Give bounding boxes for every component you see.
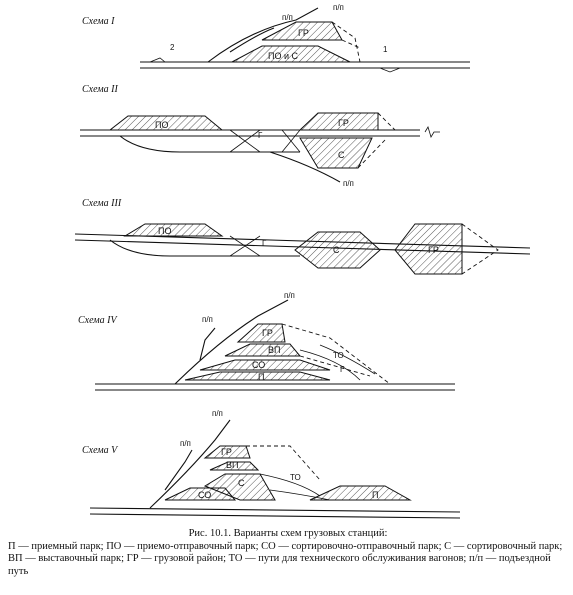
park-p [310,486,410,500]
park-s-label: С [238,478,245,488]
park-po-label: ПО [155,120,169,130]
maintenance-tracks-label: ТО [290,473,301,482]
hump-marker-g: Г [262,239,267,248]
access-track-label-1: п/п [284,291,295,300]
access-track-label-1: п/п [212,409,223,418]
park-vp-label: ВП [268,345,281,355]
park-s [300,138,372,168]
scheme-4 [78,291,455,390]
park-vp [225,344,300,356]
scheme-1-label: Схема I [82,16,115,27]
park-s-label: С [333,245,340,255]
park-po [125,224,222,236]
hump-marker-g: Г [258,131,263,140]
access-track-label-2: п/п [333,3,344,12]
park-gr-label: ГР [221,447,232,457]
scheme-3-label: Схема III [82,198,122,209]
scheme-4-label: Схема IV [78,315,117,326]
park-p-label: П [258,372,265,382]
access-track-label: п/п [343,179,354,188]
park-vp-label: ВП [226,460,239,470]
scheme-5-label: Схема V [82,445,118,456]
park-po-and-s-label: ПО и С [268,51,298,61]
caption-title: Рис. 10.1. Варианты схем грузовых станций: [188,528,388,539]
park-gr-label: ГР [298,28,309,38]
scheme-1 [82,3,470,72]
park-po-label: ПО [158,226,172,236]
scheme-3 [75,198,530,274]
access-track-label-2: п/п [180,439,191,448]
scheme-2 [80,84,440,188]
park-gr-label: ГР [262,328,273,338]
maintenance-tracks-label: ТО [333,351,344,360]
track-number-1: 1 [383,45,388,54]
park-gr-label: ГР [338,118,349,128]
hump-marker-g: Г [340,365,345,374]
track-number-2: 2 [170,43,175,52]
park-gr-label: ГР [428,245,439,255]
access-track-label-2: п/п [202,315,213,324]
caption-legend: П — приемный парк; ПО — приемо-отправочный парк; СО — сортировочно-отправочный парк; С — сортировочный парк; ВП — выставочный парк; ГР — грузовой район; ТО — пути для технического обслуживания вагонов; п/п — подъездной путь [8,540,563,577]
scheme-2-label: Схема II [82,84,118,95]
scheme-5 [82,409,460,518]
park-so-label: СО [198,490,212,500]
park-s-label: С [338,150,345,160]
park-so-label: СО [252,360,266,370]
figure-caption [8,528,568,578]
park-p-label: П [372,490,379,500]
access-track-label-1: п/п [282,13,293,22]
